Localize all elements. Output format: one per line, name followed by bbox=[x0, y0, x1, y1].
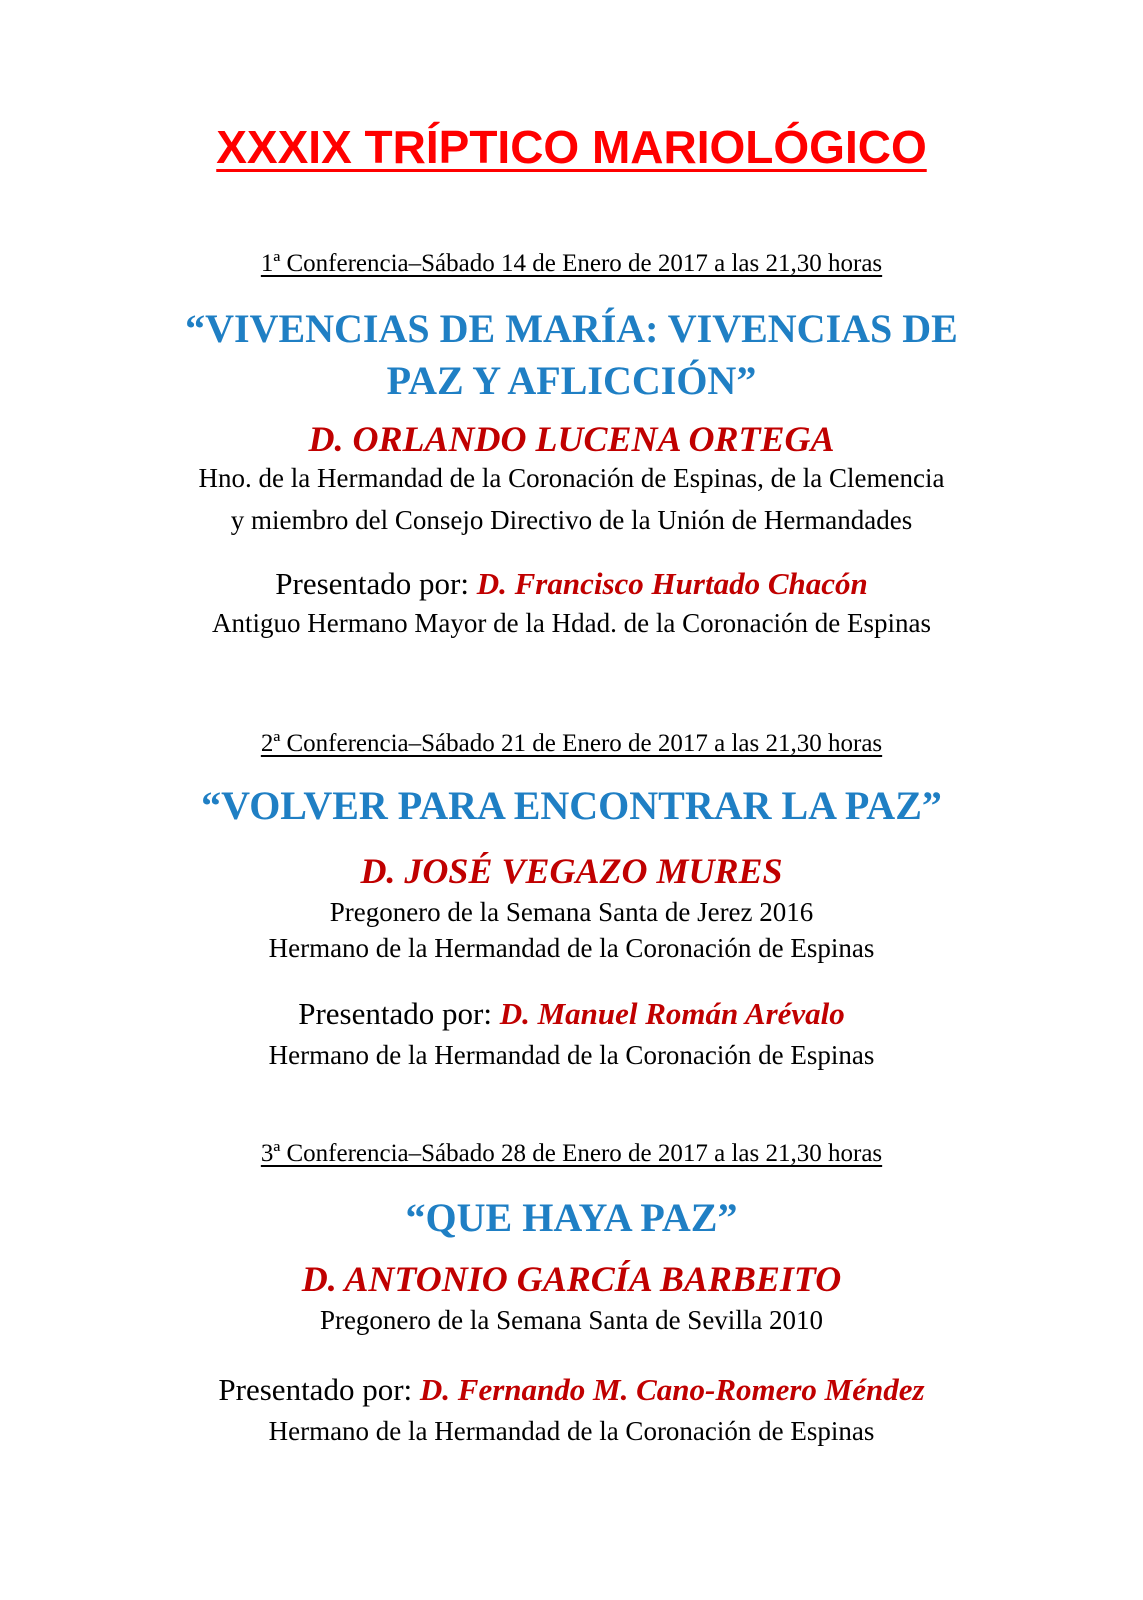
conference-3-topic: “QUE HAYA PAZ” bbox=[405, 1195, 738, 1240]
conference-1-speaker-info-1: Hno. de la Hermandad de la Coronación de Espinas, de la Clemencia bbox=[198, 463, 945, 493]
presented-by-label: Presentado por: bbox=[218, 1372, 420, 1407]
conference-1-speaker-info-2: y miembro del Consejo Directivo de la Unión de Hermandades bbox=[230, 505, 913, 535]
presented-by-label: Presentado por: bbox=[275, 566, 477, 601]
conference-2-presented-by bbox=[0, 996, 1143, 1032]
conference-1-speaker: D. ORLANDO LUCENA ORTEGA bbox=[308, 419, 835, 459]
conference-2-speaker: D. JOSÉ VEGAZO MURES bbox=[360, 851, 783, 891]
conference-2-presenter: D. Manuel Román Arévalo bbox=[499, 996, 845, 1031]
conference-1-presenter: D. Francisco Hurtado Chacón bbox=[476, 566, 868, 601]
conference-1-presenter-info: Antiguo Hermano Mayor de la Hdad. de la Coronación de Espinas bbox=[211, 608, 932, 638]
conference-2-presenter-info: Hermano de la Hermandad de la Coronación de Espinas bbox=[268, 1040, 875, 1070]
conference-1-topic-line-1: “VIVENCIAS DE MARÍA: VIVENCIAS DE bbox=[185, 306, 958, 351]
document-title: XXXIX TRÍPTICO MARIOLÓGICO bbox=[216, 121, 927, 173]
conference-1-topic-line-2: PAZ Y AFLICCIÓN” bbox=[386, 358, 757, 403]
conference-2-topic: “VOLVER PARA ENCONTRAR LA PAZ” bbox=[201, 783, 942, 828]
conference-3-speaker-info: Pregonero de la Semana Santa de Sevilla 2010 bbox=[319, 1305, 824, 1335]
conference-2-speaker-info-1: Pregonero de la Semana Santa de Jerez 2016 bbox=[329, 897, 814, 927]
conference-3-date: 3ª Conferencia–Sábado 28 de Enero de 2017 a las 21,30 horas bbox=[260, 1140, 883, 1167]
conference-2-speaker-info-2: Hermano de la Hermandad de la Coronación de Espinas bbox=[268, 933, 875, 963]
conference-3-speaker: D. ANTONIO GARCÍA BARBEITO bbox=[301, 1259, 842, 1299]
conference-3-presenter-info: Hermano de la Hermandad de la Coronación de Espinas bbox=[268, 1416, 875, 1446]
conference-1-presented-by bbox=[0, 566, 1143, 602]
presented-by-label: Presentado por: bbox=[298, 996, 500, 1031]
conference-2-date: 2ª Conferencia–Sábado 21 de Enero de 2017 a las 21,30 horas bbox=[260, 730, 883, 757]
conference-1-date: 1ª Conferencia–Sábado 14 de Enero de 2017 a las 21,30 horas bbox=[260, 250, 883, 277]
conference-3-presenter: D. Fernando M. Cano-Romero Méndez bbox=[419, 1372, 925, 1407]
conference-3-presented-by bbox=[0, 1372, 1143, 1408]
